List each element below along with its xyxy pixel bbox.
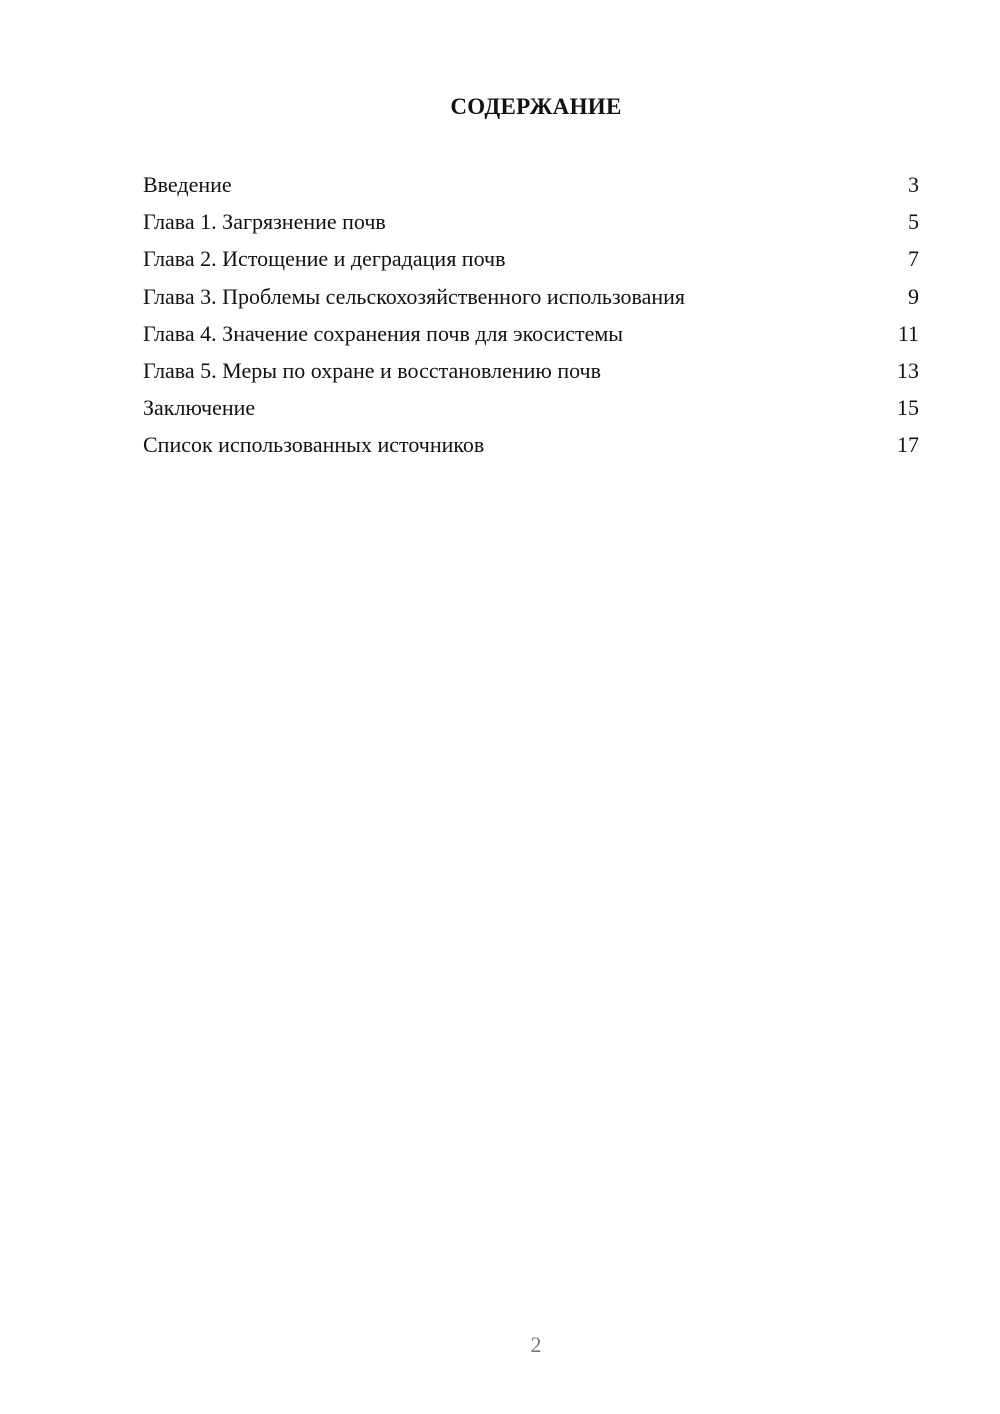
- toc-entry-label: Глава 5. Меры по охране и восстановлению почв: [143, 357, 602, 383]
- toc-entry-chapter-2: [143, 242, 919, 279]
- toc-entry-chapter-5: [143, 354, 919, 391]
- toc-entry-page: 11: [897, 320, 919, 346]
- toc-entry-page: 7: [908, 246, 919, 272]
- toc-entry-page: 17: [897, 432, 919, 458]
- toc-entry-references: [143, 428, 919, 465]
- toc-entry-label: Список использованных источников: [143, 432, 485, 458]
- toc-entry-chapter-1: [143, 205, 919, 242]
- toc-entry-label: Глава 1. Загрязнение почв: [143, 209, 386, 235]
- toc-entry-label: Глава 3. Проблемы сельскохозяйственного использования: [143, 283, 686, 309]
- page-number: 2: [530, 1332, 542, 1357]
- toc-entry-page: 5: [908, 209, 919, 235]
- toc-entry-label: Заключение: [143, 395, 256, 421]
- toc-entry-introduction: [143, 168, 919, 205]
- toc-entry-label: Глава 2. Истощение и деградация почв: [143, 246, 506, 272]
- toc-entry-page: 15: [897, 395, 919, 421]
- toc-entry-page: 9: [908, 283, 919, 309]
- page-title: СОДЕРЖАНИЕ: [450, 94, 622, 119]
- toc-entry-conclusion: [143, 391, 919, 428]
- toc-entry-page: 3: [908, 172, 919, 197]
- toc-entry-label: Введение: [143, 172, 232, 197]
- toc-entry-chapter-4: [143, 317, 919, 354]
- toc-entry-label: Глава 4. Значение сохранения почв для экосистемы: [143, 320, 624, 346]
- toc-entry-page: 13: [897, 357, 919, 383]
- toc-entry-chapter-3: [143, 280, 919, 317]
- table-of-contents: [143, 168, 919, 466]
